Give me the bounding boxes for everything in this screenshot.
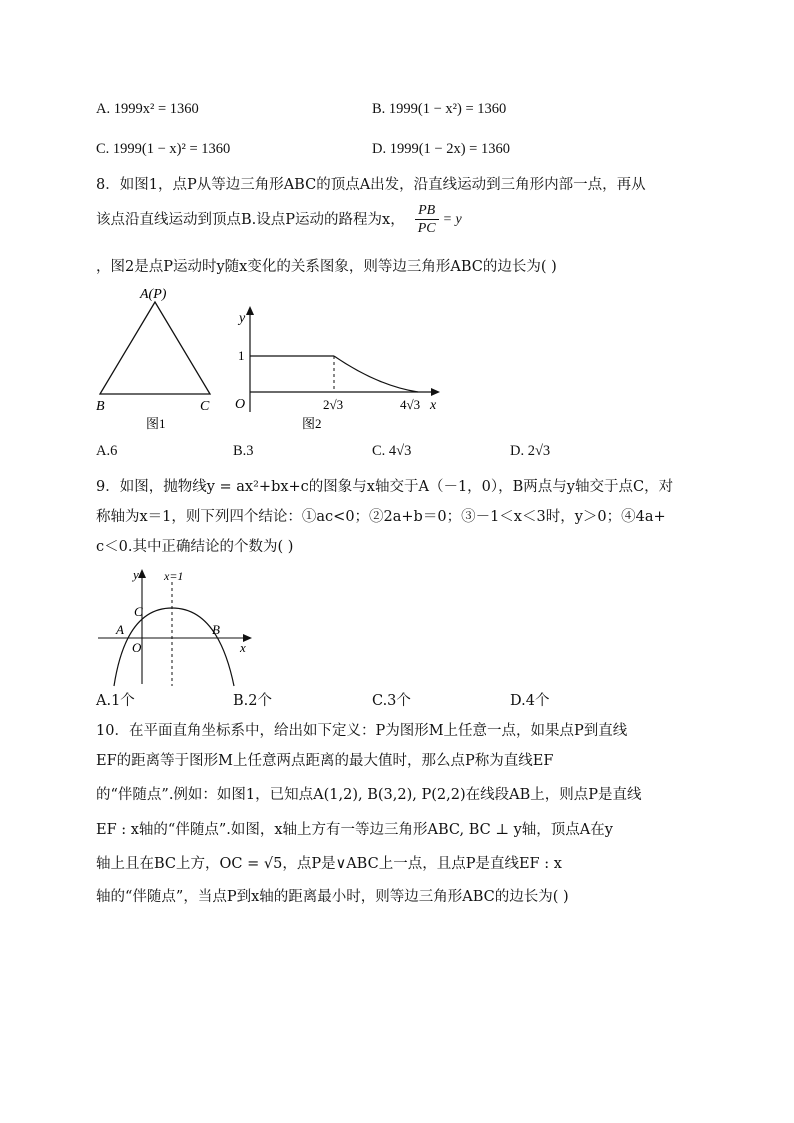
- triangle-abc: [100, 302, 210, 394]
- label-apex: A(P): [140, 287, 167, 302]
- q8-line-2-text: 该点沿直线运动到顶点B.设点P运动的路程为x，: [96, 211, 405, 228]
- q8-line-1: 8．如图1，点P从等边三角形ABC的顶点A出发，沿直线运动到三角形内部一点，再从: [96, 177, 646, 193]
- graph-curve-segment: [334, 356, 418, 392]
- q8-figure-2: [228, 300, 448, 435]
- q8-line-3: ，图2是点P运动时y随x变化的关系图象，则等边三角形ABC的边长为( ): [96, 259, 557, 275]
- q9-line-2: 称轴为x＝1，则下列四个结论：①ac<0；②2a+b＝0；③－1＜x＜3时，y＞0；④4a+: [96, 509, 666, 525]
- q8-figure-1: [90, 282, 220, 432]
- caption-fig-2: 图2: [302, 416, 322, 431]
- q9-option-c: C.3个: [372, 693, 411, 709]
- q7-option-b: B. 1999(1 − x²) = 1360: [372, 101, 507, 117]
- label-c: C: [134, 604, 143, 619]
- label-x: x: [240, 640, 246, 655]
- q8-fraction: [415, 202, 439, 237]
- axis-label-y: y: [239, 311, 246, 326]
- q8-option-d: D. 2√3: [510, 443, 551, 459]
- label-b: B: [212, 622, 220, 637]
- label-a: A: [116, 622, 124, 637]
- q8-fraction-denominator: PC: [417, 221, 436, 236]
- label-y: y: [133, 567, 139, 582]
- label-symmetry-axis: x=1: [164, 569, 184, 583]
- q8-fraction-numerator: PB: [415, 202, 439, 220]
- q9-line-1: 9．如图，抛物线y = ax²+bx+c的图象与x轴交于A（－1，0），B两点与y轴交于点C，对: [96, 479, 674, 495]
- axis-label-x: x: [430, 398, 437, 413]
- tick-label-1: 1: [238, 348, 245, 363]
- q10-line-2: EF的距离等于图形M上任意两点距离的最大值时，那么点P称为直线EF: [96, 753, 554, 769]
- q7-option-d: D. 1999(1 − 2x) = 1360: [372, 141, 510, 157]
- q10-line-5: 轴上且在BC上方，OC = √5，点P是∨ABC上一点，且点P是直线EF : x: [96, 856, 562, 872]
- q10-line-1: 10．在平面直角坐标系中，给出如下定义：P为图形M上任意一点，如果点P到直线: [96, 723, 628, 739]
- q10-line-3: 的“伴随点”.例如：如图1，已知点A(1,2), B(3,2), P(2,2)在线段AB上，则点P是直线: [96, 787, 642, 803]
- q9-option-d: D.4个: [510, 693, 550, 709]
- q9-line-3: c＜0.其中正确结论的个数为( ): [96, 539, 294, 555]
- q10-line-4: EF : x轴的“伴随点”.如图，x轴上方有一等边三角形ABC, BC ⊥ y轴，顶点A在y: [96, 822, 613, 838]
- q10-line-6: 轴的“伴随点”，当点P到x轴的距离最小时，则等边三角形ABC的边长为( ): [96, 889, 569, 905]
- q7-option-a: A. 1999x² = 1360: [96, 101, 199, 117]
- tick-label-2sqrt3: 2√3: [323, 397, 344, 412]
- q8-line-2: [96, 202, 462, 237]
- q8-option-c: C. 4√3: [372, 443, 412, 459]
- label-c: C: [200, 399, 210, 414]
- origin-label: O: [235, 397, 246, 412]
- y-axis-arrow: [138, 569, 146, 578]
- q8-option-b: B.3: [233, 443, 254, 459]
- label-b: B: [96, 399, 105, 414]
- label-o: O: [132, 640, 142, 655]
- caption-fig-1: 图1: [146, 416, 166, 431]
- tick-label-4sqrt3: 4√3: [400, 397, 421, 412]
- y-axis-arrow: [246, 306, 254, 315]
- q9-parabola-figure: [92, 560, 262, 688]
- q9-option-a: A.1个: [96, 693, 135, 709]
- q8-fraction-rhs: = y: [442, 211, 462, 227]
- q7-option-c: C. 1999(1 − x)² = 1360: [96, 141, 231, 157]
- q9-option-b: B.2个: [233, 693, 272, 709]
- q8-option-a: A.6: [96, 443, 118, 459]
- x-axis-arrow: [431, 388, 440, 396]
